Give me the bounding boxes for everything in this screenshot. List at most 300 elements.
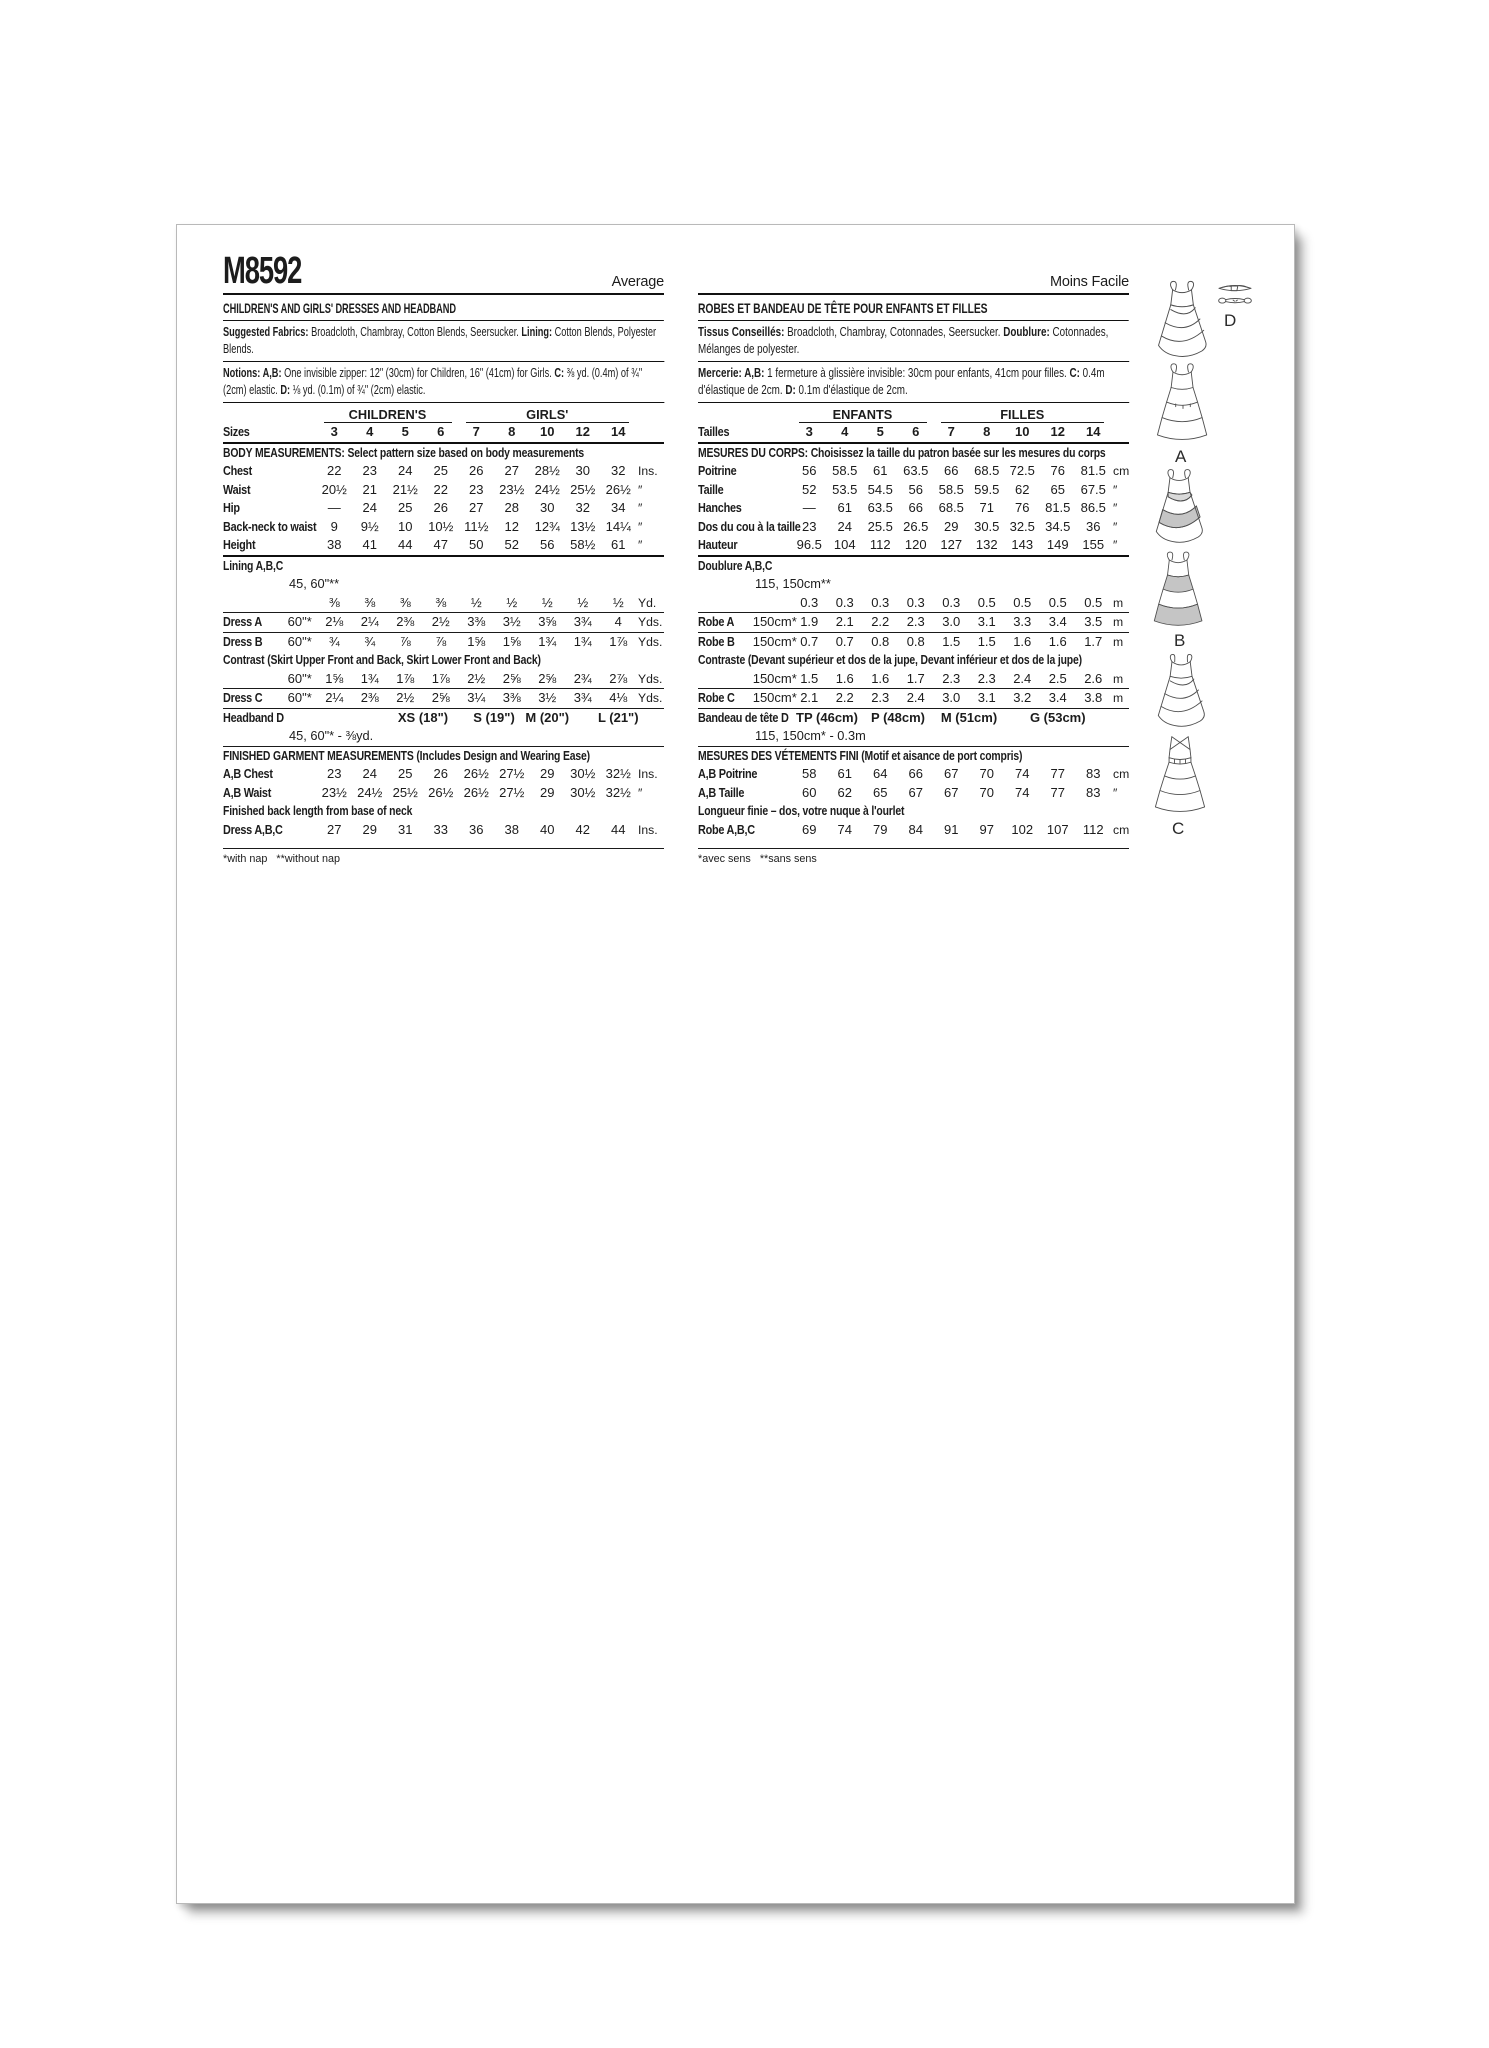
fabric-width: 150cm*: [752, 633, 797, 649]
value-cell: 0.7: [835, 633, 854, 649]
value-cell: 61: [837, 500, 852, 516]
page-title-english: CHILDREN'S AND GIRLS' DRESSES AND HEADBAND: [223, 295, 664, 321]
text-segment: C:: [554, 365, 565, 381]
dress-view-c-front-icon: [1151, 650, 1213, 730]
section-heading: Doublure A,B,C: [698, 557, 773, 573]
fabric-width: 60"*: [287, 633, 312, 649]
size-group-label: ENFANTS: [799, 407, 927, 423]
text-segment: Cotton Blends, Polyester Blends.: [223, 324, 657, 356]
value-cell: 0.3: [942, 594, 961, 610]
value-cell: 66: [944, 463, 959, 479]
value-cell: —: [802, 500, 816, 516]
value-cell: 58: [802, 766, 817, 782]
value-cell: 70: [979, 784, 994, 800]
unit-cell: ″: [1113, 482, 1118, 497]
value-cell: ⅜: [364, 594, 376, 610]
table-row: [698, 536, 1129, 555]
value-cell: ½: [577, 594, 589, 610]
value-cell: 81.5: [1080, 463, 1106, 479]
value-cell: 10: [398, 518, 413, 534]
unit-cell: m: [1113, 615, 1124, 630]
value-cell: 24½: [534, 481, 560, 497]
row-label: Hauteur: [698, 537, 738, 553]
text-segment: One invisible zipper: 12" (30cm) for Children, 16" (41cm) for Girls.: [281, 365, 555, 381]
value-cell: 25: [398, 500, 413, 516]
value-cell: ⅞: [435, 633, 447, 649]
value-cell: ½: [506, 594, 518, 610]
footnote: *avec sens **sans sens: [698, 853, 817, 866]
value-cell: 12¾: [534, 518, 560, 534]
fabric-width: [283, 765, 317, 784]
fabric-width: [283, 499, 317, 518]
value-cell: 28: [504, 500, 519, 516]
value-cell: 62: [1015, 481, 1030, 497]
value-cell: ⅜: [435, 594, 447, 610]
value-cell: 86.5: [1080, 500, 1106, 516]
page-title-french: ROBES ET BANDEAU DE TÊTE POUR ENFANTS ET FILLES: [698, 295, 1129, 321]
table-row: [698, 462, 1129, 481]
value-cell: 52: [504, 537, 519, 553]
row-label: [698, 594, 749, 613]
value-cell: 1.5: [977, 633, 996, 649]
fabric-width: 60"*: [287, 670, 312, 686]
pattern-number: M8592: [223, 250, 302, 292]
value-cell: 26.5: [903, 518, 929, 534]
headband-size-row: [223, 709, 664, 728]
value-cell: 10½: [428, 518, 454, 534]
text-segment: D:: [280, 381, 291, 397]
fabric-width: [758, 784, 792, 803]
value-cell: 1⅞: [431, 670, 450, 686]
value-cell: 3.1: [977, 690, 996, 706]
row-label: A,B Chest: [223, 766, 273, 782]
unit-cell: m: [1113, 691, 1124, 706]
headband-size: XS (18"): [397, 709, 449, 725]
value-cell: 2¼: [360, 614, 379, 630]
value-cell: 31: [398, 821, 413, 837]
value-cell: 36: [1086, 518, 1101, 534]
value-cell: 29: [944, 518, 959, 534]
text-segment: Doublure:: [1003, 324, 1050, 339]
value-cell: 91: [944, 821, 959, 837]
value-cell: 2.1: [800, 690, 819, 706]
fabric-width: 150cm*: [752, 614, 797, 630]
unit-cell: ″: [638, 538, 643, 553]
value-cell: 3⅜: [502, 690, 521, 706]
value-cell: 2⅜: [396, 614, 415, 630]
value-cell: 2.1: [835, 614, 854, 630]
view-label-d: D: [1224, 311, 1237, 330]
text-segment: 0.4m d'élastique de 2cm.: [698, 365, 1105, 397]
value-cell: 4: [841, 424, 849, 440]
value-cell: 3.8: [1084, 690, 1103, 706]
value-cell: 27: [469, 500, 484, 516]
value-cell: 33: [433, 821, 448, 837]
table-row: [223, 499, 664, 518]
value-cell: 4: [614, 614, 622, 630]
unit-cell: cm: [1113, 822, 1130, 837]
value-cell: 0.3: [835, 594, 854, 610]
unit-cell: ″: [638, 519, 643, 534]
value-cell: 14: [611, 424, 626, 440]
value-cell: 2⅝: [538, 670, 557, 686]
text-segment: Suggested Fabrics:: [223, 324, 309, 339]
value-cell: 14: [1086, 424, 1101, 440]
value-cell: 74: [1015, 784, 1030, 800]
unit-cell: [636, 423, 664, 442]
value-cell: 2½: [431, 614, 450, 630]
row-label: A,B Poitrine: [698, 766, 758, 782]
value-cell: 59.5: [974, 481, 1000, 497]
fabric-width: [758, 423, 792, 442]
unit-cell: ″: [1113, 519, 1118, 534]
table-row: [223, 765, 664, 784]
value-cell: 32½: [605, 766, 631, 782]
table-row: [223, 633, 664, 652]
row-label: Dress B: [223, 633, 263, 649]
value-cell: 28½: [534, 463, 560, 479]
value-cell: 9: [330, 518, 338, 534]
value-cell: 58½: [570, 537, 596, 553]
value-cell: 56: [908, 481, 923, 497]
unit-cell: cm: [1113, 767, 1130, 782]
value-cell: 7: [947, 424, 955, 440]
table-row: [223, 462, 664, 481]
value-cell: 25½: [392, 784, 418, 800]
value-cell: 8: [508, 424, 516, 440]
value-cell: 3.0: [942, 614, 961, 630]
value-cell: 3: [330, 424, 338, 440]
unit-cell: ″: [638, 785, 643, 800]
value-cell: 83: [1086, 784, 1101, 800]
value-cell: 41: [362, 537, 377, 553]
value-cell: 38: [327, 537, 342, 553]
fabric-width-note: 45, 60"* - ⅜yd.: [289, 728, 374, 744]
pattern-envelope-back-sheet: [176, 224, 1295, 1904]
row-label: Taille: [698, 481, 724, 497]
dress-diagonal-ruffle-contrast-icon: [1149, 467, 1211, 545]
value-cell: 21½: [392, 481, 418, 497]
value-cell: 27½: [499, 784, 525, 800]
value-cell: —: [327, 500, 341, 516]
value-cell: 25½: [570, 481, 596, 497]
row-label: Dress A: [223, 614, 262, 630]
table-row: [223, 518, 664, 537]
unit-cell: m: [1113, 671, 1124, 686]
text-segment: ⅜ yd. (0.4m) of ¾" (2cm) elastic.: [223, 365, 643, 397]
headband-bows-icon: [1218, 281, 1252, 307]
spacer: [698, 839, 1129, 848]
value-cell: 1.7: [1084, 633, 1103, 649]
value-cell: ½: [541, 594, 553, 610]
fabric-width: [283, 784, 317, 803]
value-cell: 1.9: [800, 614, 819, 630]
unit-cell: m: [1113, 595, 1124, 610]
value-cell: 24½: [357, 784, 383, 800]
value-cell: 21: [362, 481, 377, 497]
value-cell: 38: [504, 821, 519, 837]
value-cell: 23: [802, 518, 817, 534]
value-cell: 5: [876, 424, 884, 440]
english-column: [223, 250, 664, 866]
unit-cell: Ins.: [638, 767, 658, 782]
value-cell: ⅞: [399, 633, 411, 649]
row-label: Robe B: [698, 633, 735, 649]
value-cell: 56: [802, 463, 817, 479]
row-label: [223, 670, 274, 689]
value-cell: ¾: [364, 633, 376, 649]
row-label: Dos du cou à la taille: [698, 518, 801, 534]
unit-cell: ″: [638, 501, 643, 516]
value-cell: 0.3: [906, 594, 925, 610]
value-cell: 44: [611, 821, 626, 837]
value-cell: 32: [575, 500, 590, 516]
value-cell: 66: [908, 766, 923, 782]
row-label: A,B Taille: [698, 784, 745, 800]
headband-size: M (51cm): [940, 709, 998, 725]
fabric-width: [283, 594, 317, 613]
value-cell: 11½: [464, 518, 489, 534]
value-cell: 1⅞: [396, 670, 415, 686]
value-cell: 40: [540, 821, 555, 837]
table-row: [223, 536, 664, 555]
table-row: [223, 481, 664, 500]
unit-cell: ″: [1113, 538, 1118, 553]
value-cell: 66: [908, 500, 923, 516]
value-cell: 60: [802, 784, 817, 800]
value-cell: 1.6: [871, 670, 890, 686]
text-segment: Broadcloth, Chambray, Cotonnades, Seersucker.: [784, 324, 1004, 339]
value-cell: 32½: [605, 784, 631, 800]
unit-cell: Yds.: [638, 634, 663, 649]
value-cell: 53.5: [832, 481, 858, 497]
table-row: [698, 518, 1129, 537]
value-cell: 34.5: [1045, 518, 1071, 534]
value-cell: 112: [869, 537, 891, 553]
value-cell: 30½: [570, 766, 596, 782]
value-cell: ½: [612, 594, 624, 610]
table-row: [698, 784, 1129, 803]
value-cell: 2⅞: [609, 670, 628, 686]
yardage-table-english: [223, 407, 664, 865]
value-cell: 72.5: [1009, 463, 1035, 479]
value-cell: 54.5: [867, 481, 893, 497]
value-cell: ⅜: [399, 594, 411, 610]
value-cell: 12: [575, 424, 590, 440]
value-cell: 6: [437, 424, 445, 440]
value-cell: ⅜: [328, 594, 340, 610]
value-cell: 69: [802, 821, 817, 837]
value-cell: 20½: [321, 481, 347, 497]
section-heading: BODY MEASUREMENTS: Select pattern size based on body measurements: [223, 444, 585, 460]
unit-cell: m: [1113, 634, 1124, 649]
value-cell: 1⅞: [609, 633, 628, 649]
value-cell: 0.3: [871, 594, 890, 610]
dress-diagonal-ruffle-back-icon: [1151, 279, 1215, 359]
value-cell: 25: [398, 766, 413, 782]
value-cell: 2.3: [906, 614, 925, 630]
headband-size: S (19"): [473, 709, 515, 725]
fabric-width: 150cm*: [752, 670, 797, 686]
table-row: [698, 499, 1129, 518]
table-row: [698, 613, 1129, 632]
fabric-width: [758, 499, 792, 518]
row-label: Height: [223, 537, 256, 553]
value-cell: 132: [975, 537, 998, 553]
value-cell: 3⅝: [538, 614, 557, 630]
value-cell: 84: [908, 821, 923, 837]
value-cell: 0.5: [1084, 594, 1103, 610]
unit-cell: ″: [638, 482, 643, 497]
unit-cell: [1111, 423, 1129, 442]
value-cell: 0.5: [977, 594, 996, 610]
headband-size: TP (46cm): [796, 709, 858, 725]
table-row: [223, 784, 664, 803]
value-cell: 56: [540, 537, 555, 553]
masthead-english: [223, 250, 664, 295]
value-cell: 63.5: [903, 463, 929, 479]
french-column: [698, 253, 1129, 865]
value-cell: 23½: [321, 784, 347, 800]
fabric-width: 150cm*: [752, 690, 797, 706]
value-cell: 2½: [396, 690, 415, 706]
value-cell: 26: [469, 463, 484, 479]
value-cell: 3.2: [1013, 690, 1032, 706]
value-cell: 32.5: [1009, 518, 1035, 534]
value-cell: 0.8: [871, 633, 890, 649]
text-segment: C:: [1069, 365, 1080, 381]
size-group-header: [223, 407, 664, 423]
value-cell: 1¾: [538, 633, 557, 649]
table-row: [698, 633, 1129, 652]
value-cell: 65: [873, 784, 888, 800]
value-cell: 3¾: [573, 614, 592, 630]
fabric-width: [283, 536, 317, 555]
fabric-width: [758, 765, 792, 784]
fabric-width: [758, 481, 792, 500]
text-segment: 1 fermeture à glissière invisible: 30cm pour enfants, 41cm pour filles.: [764, 365, 1070, 381]
value-cell: 68.5: [938, 500, 964, 516]
value-cell: 2.3: [942, 670, 961, 686]
yardage-table-french: [698, 407, 1129, 865]
value-cell: 52: [802, 481, 817, 497]
row-label: Chest: [223, 463, 252, 479]
row-label: Headband D: [223, 709, 284, 725]
value-cell: 26½: [605, 481, 631, 497]
section-heading: MESURES DU CORPS: Choisissez la taille du patron basée sur les mesures du corps: [698, 444, 1106, 460]
difficulty-badge-english: Average: [611, 274, 664, 290]
value-cell: 2⅜: [360, 690, 379, 706]
value-cell: 14¼: [605, 518, 631, 534]
notions-french: [698, 362, 1129, 403]
value-cell: 3.5: [1084, 614, 1103, 630]
value-cell: 127: [940, 537, 963, 553]
view-label-b: B: [1174, 631, 1186, 650]
table-row: [698, 689, 1129, 708]
headband-size: L (21"): [597, 709, 639, 725]
value-cell: 2.3: [871, 690, 890, 706]
value-cell: 77: [1050, 784, 1065, 800]
text-segment: Lining:: [521, 324, 553, 339]
value-cell: 1¾: [573, 633, 592, 649]
value-cell: 58.5: [938, 481, 964, 497]
value-cell: 1.6: [835, 670, 854, 686]
value-cell: 6: [912, 424, 920, 440]
value-cell: 76: [1015, 500, 1030, 516]
fabric-width: [283, 423, 317, 442]
value-cell: 2.2: [871, 614, 890, 630]
size-group-header: [698, 407, 1129, 423]
value-cell: 2½: [467, 670, 486, 686]
value-cell: ¾: [328, 633, 340, 649]
value-cell: 0.7: [800, 633, 819, 649]
value-cell: 23: [469, 481, 484, 497]
value-cell: 23: [362, 463, 377, 479]
row-label: Hip: [223, 500, 240, 516]
value-cell: 10: [540, 424, 555, 440]
value-cell: 26: [433, 500, 448, 516]
value-cell: 8: [983, 424, 991, 440]
value-cell: 23½: [499, 481, 525, 497]
value-cell: 2.6: [1084, 670, 1103, 686]
fabric-width-note: 115, 150cm**: [755, 576, 831, 592]
row-label: Tailles: [698, 424, 730, 440]
unit-cell: cm: [1113, 464, 1130, 479]
table-row: [223, 689, 664, 708]
size-group-label: CHILDREN'S: [324, 407, 452, 423]
value-cell: 67.5: [1080, 481, 1106, 497]
value-cell: 9½: [360, 518, 379, 534]
value-cell: 97: [979, 821, 994, 837]
unit-cell: Ins.: [638, 464, 658, 479]
value-cell: 27: [504, 463, 519, 479]
value-cell: 47: [433, 537, 448, 553]
fabric-width: [758, 594, 792, 613]
row-label: Robe A,B,C: [698, 821, 755, 837]
text-segment: Cotonnades, Mélanges de polyester.: [698, 324, 1109, 356]
value-cell: 76: [1050, 463, 1065, 479]
value-cell: 2.4: [1013, 670, 1032, 686]
fabric-width: [283, 821, 317, 840]
value-cell: 24: [837, 518, 852, 534]
table-row: [698, 821, 1129, 840]
headband-size: P (48cm): [871, 709, 925, 725]
value-cell: 67: [908, 784, 923, 800]
table-row: [698, 765, 1129, 784]
unit-cell: Yds.: [638, 671, 663, 686]
value-cell: 96.5: [796, 537, 822, 553]
value-cell: 74: [837, 821, 852, 837]
value-cell: 61: [837, 766, 852, 782]
value-cell: 42: [575, 821, 590, 837]
value-cell: 4⅛: [609, 690, 628, 706]
table-row: [698, 594, 1129, 613]
value-cell: 22: [327, 463, 342, 479]
value-cell: 50: [469, 537, 484, 553]
value-cell: 32: [611, 463, 626, 479]
value-cell: 3.4: [1048, 614, 1067, 630]
value-cell: 13½: [570, 518, 596, 534]
dress-view-a-tiered-icon: [1152, 361, 1214, 445]
section-heading: Longueur finie – dos, votre nuque à l'ourlet: [698, 803, 905, 819]
value-cell: 26½: [463, 784, 489, 800]
value-cell: ½: [470, 594, 482, 610]
value-cell: 1.6: [1048, 633, 1067, 649]
value-cell: 23: [327, 766, 342, 782]
section-heading: Contrast (Skirt Upper Front and Back, Skirt Lower Front and Back): [223, 652, 541, 668]
value-cell: 64: [873, 766, 888, 782]
fabric-width: [283, 462, 317, 481]
